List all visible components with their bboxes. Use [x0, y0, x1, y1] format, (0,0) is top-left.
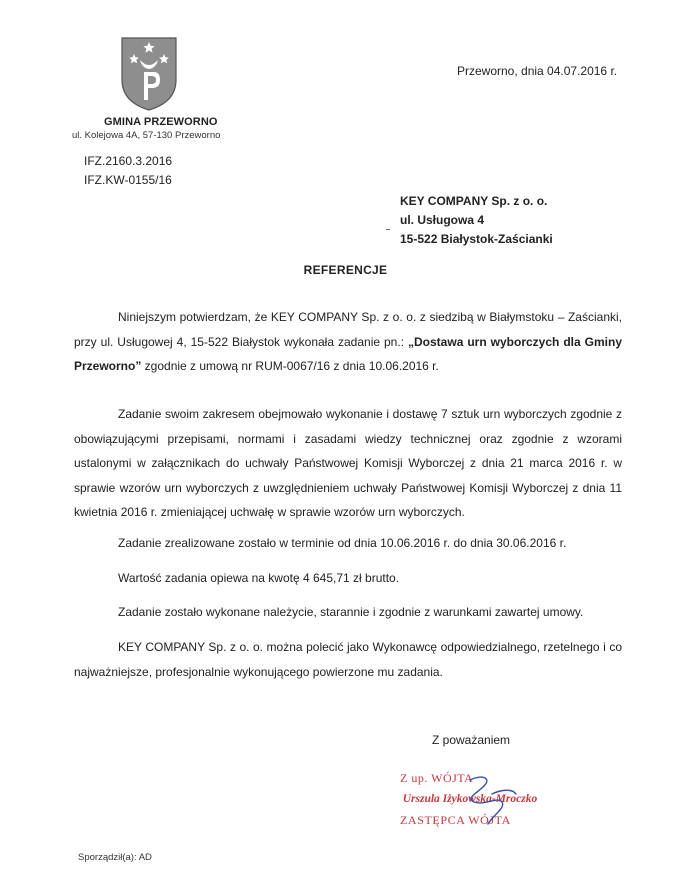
line-term: Zadanie zrealizowane zostało w terminie od dnia 10.06.2016 r. do dnia 30.06.2016 r. — [118, 536, 567, 550]
reference-number-2: IFZ.KW-0155/16 — [84, 173, 172, 187]
paragraph-1-text-a: Niniejszym potwierdzam, że KEY COMPANY Sp. z o. o. z siedzibą w Białymstoku – Zaścianki, przy ul. Usługowej 4, 15-522 Białystok wykonała zadanie pn.: — [74, 310, 622, 349]
paragraph-scope — [74, 402, 622, 525]
prepared-by: Sporządził(a): AD — [78, 852, 152, 863]
recipient-street: ul. Usługowa 4 — [400, 213, 485, 227]
paragraph-recommendation — [74, 635, 622, 684]
stamp-line-2: Urszula Iżykowska-Mroczko — [402, 793, 538, 805]
paragraph-1-text-b: zgodnie z umową nr RUM-0067/16 z dnia 10.06.2016 r. — [141, 359, 439, 373]
paragraph-2-text: Zadanie swoim zakresem obejmowało wykonanie i dostawę 7 sztuk urn wyborczych zgodnie z obowiązującymi przepisami, normami i zasadami wiedzy technicznej oraz zgodnie z wzorami ustalonymi w załącznikach do uchwały Państwowej Komisji Wyborczej z dnia 21 marca 2016 r. w sprawie wzorów urn wyborczych z uwzględnieniem uchwały Państwowej Komisji Wyborczej z dnia 11 kwietnia 2016 r. zmieniającej uchwałę w sprawie wzorów urn wyborczych. — [74, 407, 622, 519]
gmina-crest-icon — [120, 36, 178, 112]
document-title: REFERENCJE — [303, 263, 388, 277]
place-and-date: Przeworno, dnia 04.07.2016 r. — [457, 64, 618, 78]
scan-mark — [386, 229, 390, 230]
task-name: „Dostawa urn wyborczych dla Gminy Przeworno” — [74, 334, 622, 373]
recipient-city: 15-522 Białystok-Zaścianki — [400, 232, 553, 246]
stamp-line-3: ZASTĘPCA WÓJTA — [400, 813, 511, 827]
stamp-line-1: Z up. WÓJTA — [400, 771, 474, 785]
line-quality: Zadanie zostało wykonane należycie, starannie i zgodnie z warunkami zawartej umowy. — [118, 605, 584, 619]
paragraph-3-text: KEY COMPANY Sp. z o. o. można polecić jako Wykonawcę odpowiedzialnego, rzetelnego i co najważniejsze, profesjonalnie wykonującego powierzone mu zadania. — [74, 640, 622, 679]
paragraph-confirmation — [74, 305, 622, 379]
org-name: GMINA PRZEWORNO — [104, 116, 218, 128]
handwritten-signature — [462, 772, 522, 830]
line-value: Wartość zadania opiewa na kwotę 4 645,71 zł brutto. — [118, 571, 400, 585]
recipient-block — [400, 192, 553, 249]
recipient-company: KEY COMPANY Sp. z o. o. — [400, 194, 548, 208]
closing-salutation: Z poważaniem — [432, 733, 511, 747]
reference-number-1: IFZ.2160.3.2016 — [84, 154, 173, 168]
org-address: ul. Kolejowa 4A, 57-130 Przeworno — [72, 130, 221, 141]
